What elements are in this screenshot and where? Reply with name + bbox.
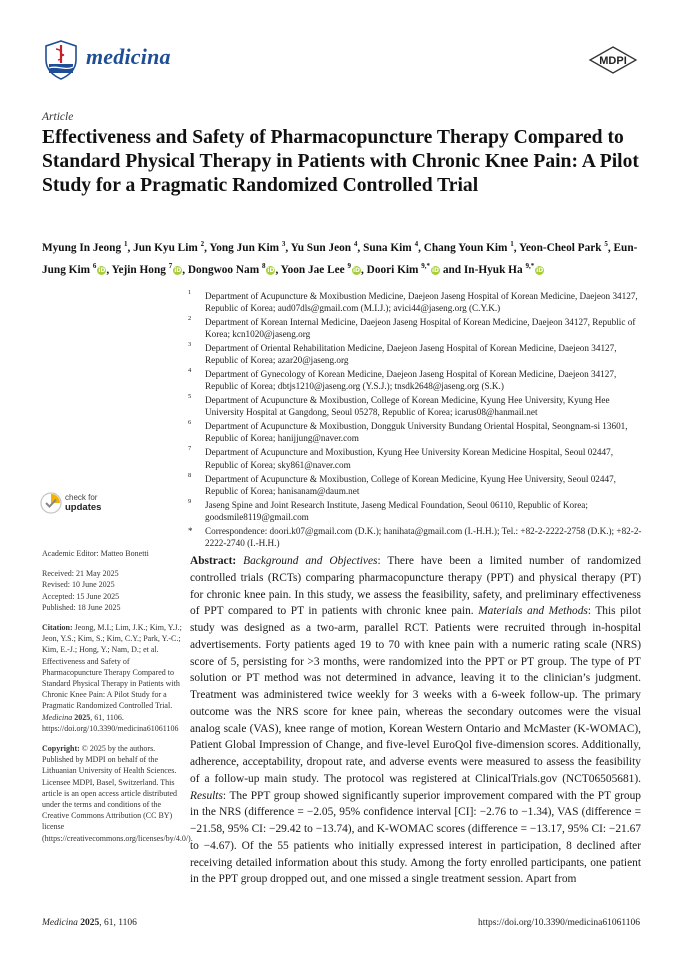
- received-date: Received: 21 May 2025: [42, 569, 119, 579]
- author-name[interactable]: Yoon Jae Lee: [280, 263, 345, 276]
- author-name[interactable]: Doori Kim: [366, 263, 419, 276]
- orcid-icon[interactable]: iD: [352, 266, 361, 274]
- citation-text: Jeong, M.I.; Lim, J.K.; Kim, Y.J.; Jeon, Y.S.; Kim, S.; Kim, C.Y.; Park, Y.-C.; Kim, E.-J.; Hong, Y.; Nam, D.; et al. Effectiveness and Safety of Pharmacopuncture Therapy Compared to Standard Physical Therapy in Patients with Chronic Knee Pain: A Pilot Study for a Pragmatic Randomized Controlled Trial.: [42, 623, 182, 711]
- author-affiliation-marker: 1: [510, 240, 514, 248]
- author-affiliation-marker: 9,*: [421, 261, 431, 270]
- affiliation-text: Correspondence: doori.k07@gmail.com (D.K.); hanihata@gmail.com (I.-H.H.); Tel.: +82-2-2222-2758 (D.K.); +82-2-2222-2740 (I.-H.H.): [205, 525, 642, 548]
- citation-journal: Medicina: [42, 712, 73, 722]
- affiliation-item: [188, 499, 643, 523]
- check-for-updates-button[interactable]: [40, 492, 110, 516]
- affiliation-item: [188, 290, 643, 314]
- author-name[interactable]: Eun-Jung Kim: [42, 241, 638, 276]
- citation-volume[interactable]: , 61, 1106. https://doi.org/10.3390/medicina61061106: [42, 712, 179, 733]
- affiliation-text: Jaseng Spine and Joint Research Institute, Jaseng Medical Foundation, Seoul 06110, Republic of Korea; goodsmile8119@gmail.com: [205, 499, 588, 522]
- article-type: Article: [42, 111, 74, 123]
- affiliation-number: 9: [188, 497, 192, 505]
- affiliation-text: Department of Korean Internal Medicine, Daejeon Jaseng Hospital of Korean Medicine, Daejeon 34127, Republic of Korea; kcn1020@jaseng.org: [205, 317, 636, 340]
- footer-citation: [42, 918, 137, 928]
- author-affiliation-marker: 7: [168, 261, 173, 270]
- svg-text:MDPI: MDPI: [599, 55, 627, 67]
- check-updates-icon: [40, 492, 62, 514]
- abstract-methods-text: : This pilot study was designed as a two-arm, parallel RCT. Patients were recruited through in-hospital advertisements. Forty patients aged 19 to 70 with knee pain with a numeric rating scale (NRS) score of 5, persisting for >3 months, were randomized into the PPT or PT group. The type of PT solution or PT method was not determined in advance, leaving it to the clinician’s judgment. Treatment was administered twice weekly for 3 weeks with a 6-week follow-up. The primary outcome was the NRS score for knee pain, whereas the secondary outcomes were the visual analog scale (VAS), knee range of motion, Korean Western Ontario and McMaster (K-WOMAC), Patient Global Impression of Change, and five-level EuroQol five-dimension scores. Additionally, adherence, acceptability, dropout rate, and adverse events were measured to assess the feasibility of a follow-up main study. The protocol was registered at ClinicalTrials.gov (NCT06505681).: [190, 605, 641, 785]
- author-affiliation-marker: 3: [281, 240, 286, 248]
- revised-date: Revised: 10 June 2025: [42, 580, 115, 590]
- accepted-date: Accepted: 15 June 2025: [42, 591, 120, 601]
- affiliation-number: 3: [188, 341, 192, 349]
- affiliation-number: 6: [188, 419, 192, 427]
- author-name[interactable]: Myung In Jeong: [42, 241, 122, 254]
- abstract-methods-label: Materials and Methods: [478, 605, 588, 618]
- author-affiliation-marker: 4: [353, 240, 358, 248]
- journal-logo-icon: [44, 40, 78, 80]
- author-name[interactable]: Chang Youn Kim: [423, 241, 508, 254]
- copyright-text: © 2025 by the authors. Published by MDPI on behalf of the Lithuanian University of Health Sciences. Licensee MDPI, Basel, Switzerland. This article is an open access article distributed under the terms and conditions of the Creative Commons Attribution (CC BY) license (https://creativecommons.org/licenses/by/4.0/).: [42, 744, 193, 843]
- author-name[interactable]: Jun Kyu Lim: [133, 241, 198, 254]
- check-updates-line2: updates: [65, 502, 102, 513]
- article-sidebar: [42, 548, 193, 844]
- author-name[interactable]: In-Hyuk Ha: [463, 263, 523, 276]
- affiliation-item: [188, 342, 643, 366]
- author-affiliation-marker: 1: [123, 240, 128, 248]
- citation-year: 2025: [74, 712, 91, 722]
- orcid-icon[interactable]: iD: [98, 266, 106, 274]
- author-affiliation-marker: 5: [604, 240, 608, 248]
- orcid-icon[interactable]: iD: [174, 266, 182, 274]
- affiliation-text: Department of Acupuncture & Moxibustion Medicine, Daejeon Jaseng Hospital of Korean Medicine, Daejeon 34127, Republic of Korea; aud07dls@gmail.com (M.I.J.); avici44@jaseng.org (C.Y.K.): [205, 291, 638, 314]
- authors-and: and: [442, 263, 462, 276]
- journal-name: medicina: [86, 44, 171, 69]
- affiliation-text: Department of Gynecology of Korean Medicine, Daejeon Jaseng Hospital of Korean Medicine, Daejeon 34127, Republic of Korea; dbtjs1210@jaseng.org (Y.S.J.); tnsdk2648@jaseng.org (S.K.): [205, 369, 617, 392]
- abstract-background-label: Background and Objectives: [243, 555, 378, 567]
- author-name[interactable]: Yeon-Cheol Park: [519, 241, 602, 254]
- affiliation-number: *: [188, 525, 193, 536]
- affiliation-item: [188, 473, 643, 497]
- affiliation-text: Department of Acupuncture & Moxibustion, College of Korean Medicine, Kyung Hee University, Seoul 02447, Republic of Korea; hanisanam@daum.net: [205, 473, 616, 496]
- citation: [42, 622, 182, 734]
- author-affiliation-marker: 9,*: [525, 261, 535, 270]
- abstract-results-label: Results: [190, 789, 223, 802]
- abstract-results-text: : The PPT group showed significantly superior improvement compared with the PT group in the NRS (difference = −2.05, 95% confidence interval [CI]: −2.76 to −1.34), VAS (difference = −21.58, 95% CI: −29.42 to −13.74), and K-WOMAC scores (difference = −13.17, 95% CI: −21.67 to −4.67). Of the 55 patients who initially expressed interest in participation, 8 declined after receiving detailed information about this study. Among the forty enrolled participants, one patient in the PPT group dropped out, and one missed a single treatment session. Apart from: [190, 789, 641, 886]
- affiliation-item: [188, 368, 643, 392]
- footer-journal: Medicina: [42, 918, 78, 928]
- published-date: Published: 18 June 2025: [42, 602, 121, 612]
- footer-doi-link[interactable]: https://doi.org/10.3390/medicina61061106: [477, 918, 640, 928]
- author-name[interactable]: Yejin Hong: [111, 263, 166, 276]
- affiliation-item: [188, 420, 643, 444]
- affiliation-number: 5: [188, 393, 192, 401]
- affiliation-item: [188, 394, 643, 418]
- affiliations: [188, 290, 643, 551]
- academic-editor: Academic Editor: Matteo Bonetti: [42, 549, 149, 558]
- orcid-icon[interactable]: iD: [267, 266, 275, 274]
- abstract: [190, 553, 641, 888]
- paper-title: Effectiveness and Safety of Pharmacopuncture Therapy Compared to Standard Physical Therapy in Patients with Chronic Knee Pain: A Pilot Study for a Pragmatic Randomized Controlled Trial: [42, 127, 639, 196]
- abstract-heading: Abstract:: [190, 555, 237, 567]
- author-name[interactable]: Suna Kim: [363, 241, 412, 254]
- copyright-label: Copyright:: [42, 744, 80, 754]
- affiliation-text: Department of Acupuncture & Moxibustion, Dongguk University Bundang Oriental Hospital, Seongnam-si 13601, Republic of Korea; hanijjung@naver.com: [205, 421, 628, 444]
- affiliation-number: 1: [188, 289, 192, 296]
- affiliation-number: 2: [188, 315, 192, 323]
- orcid-icon[interactable]: iD: [432, 266, 440, 274]
- affiliation-text: Department of Acupuncture and Moxibustion, Kyung Hee University Korean Medicine Hospital, Seoul 02447, Republic of Korea; sky861@naver.com: [205, 447, 613, 470]
- author-affiliation-marker: 9: [347, 261, 352, 270]
- author-affiliation-marker: 8: [261, 261, 266, 270]
- author-affiliation-marker: 2: [200, 240, 205, 248]
- affiliation-number: 8: [188, 471, 192, 479]
- author-affiliation-marker: 6: [92, 261, 97, 270]
- author-list: Myung In Jeong $^1$, Jun Kyu Lim $^2$, Yong Jun Kim $^3$, Yu Sun Jeon $^4$, Suna Kim $^4$, Chang Youn Kim $^1$, Yeon-Cheol Park $^5$, Eun-Jung Kim $^6$iD, Yejin Hong $^7$iD, Dongwoo Nam $^8$iD, Yoon Jae Lee $^9$iD, Doori Kim $^{9,*}$iD and In-Hyuk Ha $^{9,*}$iD: [42, 240, 638, 276]
- mdpi-logo-icon: [588, 46, 638, 74]
- affiliation-item: [188, 316, 643, 340]
- affiliation-number: 4: [188, 367, 192, 375]
- affiliation-text: Department of Acupuncture & Moxibustion, College of Korean Medicine, Kyung Hee University, Kyung Hee University Hospital at Gangdong, Seoul 05278, Republic of Korea; icarus08@hanmail.net: [205, 395, 610, 418]
- footer-year: 2025: [80, 918, 100, 928]
- affiliation-number: 7: [188, 445, 192, 453]
- author-affiliation-marker: 4: [414, 240, 419, 248]
- affiliation-item: [188, 525, 643, 549]
- affiliation-text: Department of Oriental Rehabilitation Medicine, Daejeon Jaseng Hospital of Korean Medicine, Daejeon 34127, Republic of Korea; azar20@jaseng.org: [205, 343, 617, 366]
- affiliation-item: [188, 446, 643, 470]
- abstract-background-text: : There have been a limited number of randomized controlled trials (RCTs) comparing pharmacopuncture therapy (PPT) and physical therapy (PT) for chronic knee pain. In this study, we assess the feasibility, safety, and preliminary effectiveness of PPT compared to PT in patients with chronic knee pain.: [190, 555, 641, 618]
- author-name[interactable]: Yu Sun Jeon: [290, 241, 352, 254]
- citation-label: Citation:: [42, 623, 73, 633]
- footer-volume: , 61, 1106: [99, 918, 137, 928]
- author-name[interactable]: Yong Jun Kim: [209, 241, 280, 254]
- copyright: [42, 743, 193, 844]
- author-name[interactable]: Dongwoo Nam: [187, 263, 260, 276]
- check-updates-line1: check for: [65, 493, 98, 502]
- orcid-icon[interactable]: iD: [536, 266, 544, 274]
